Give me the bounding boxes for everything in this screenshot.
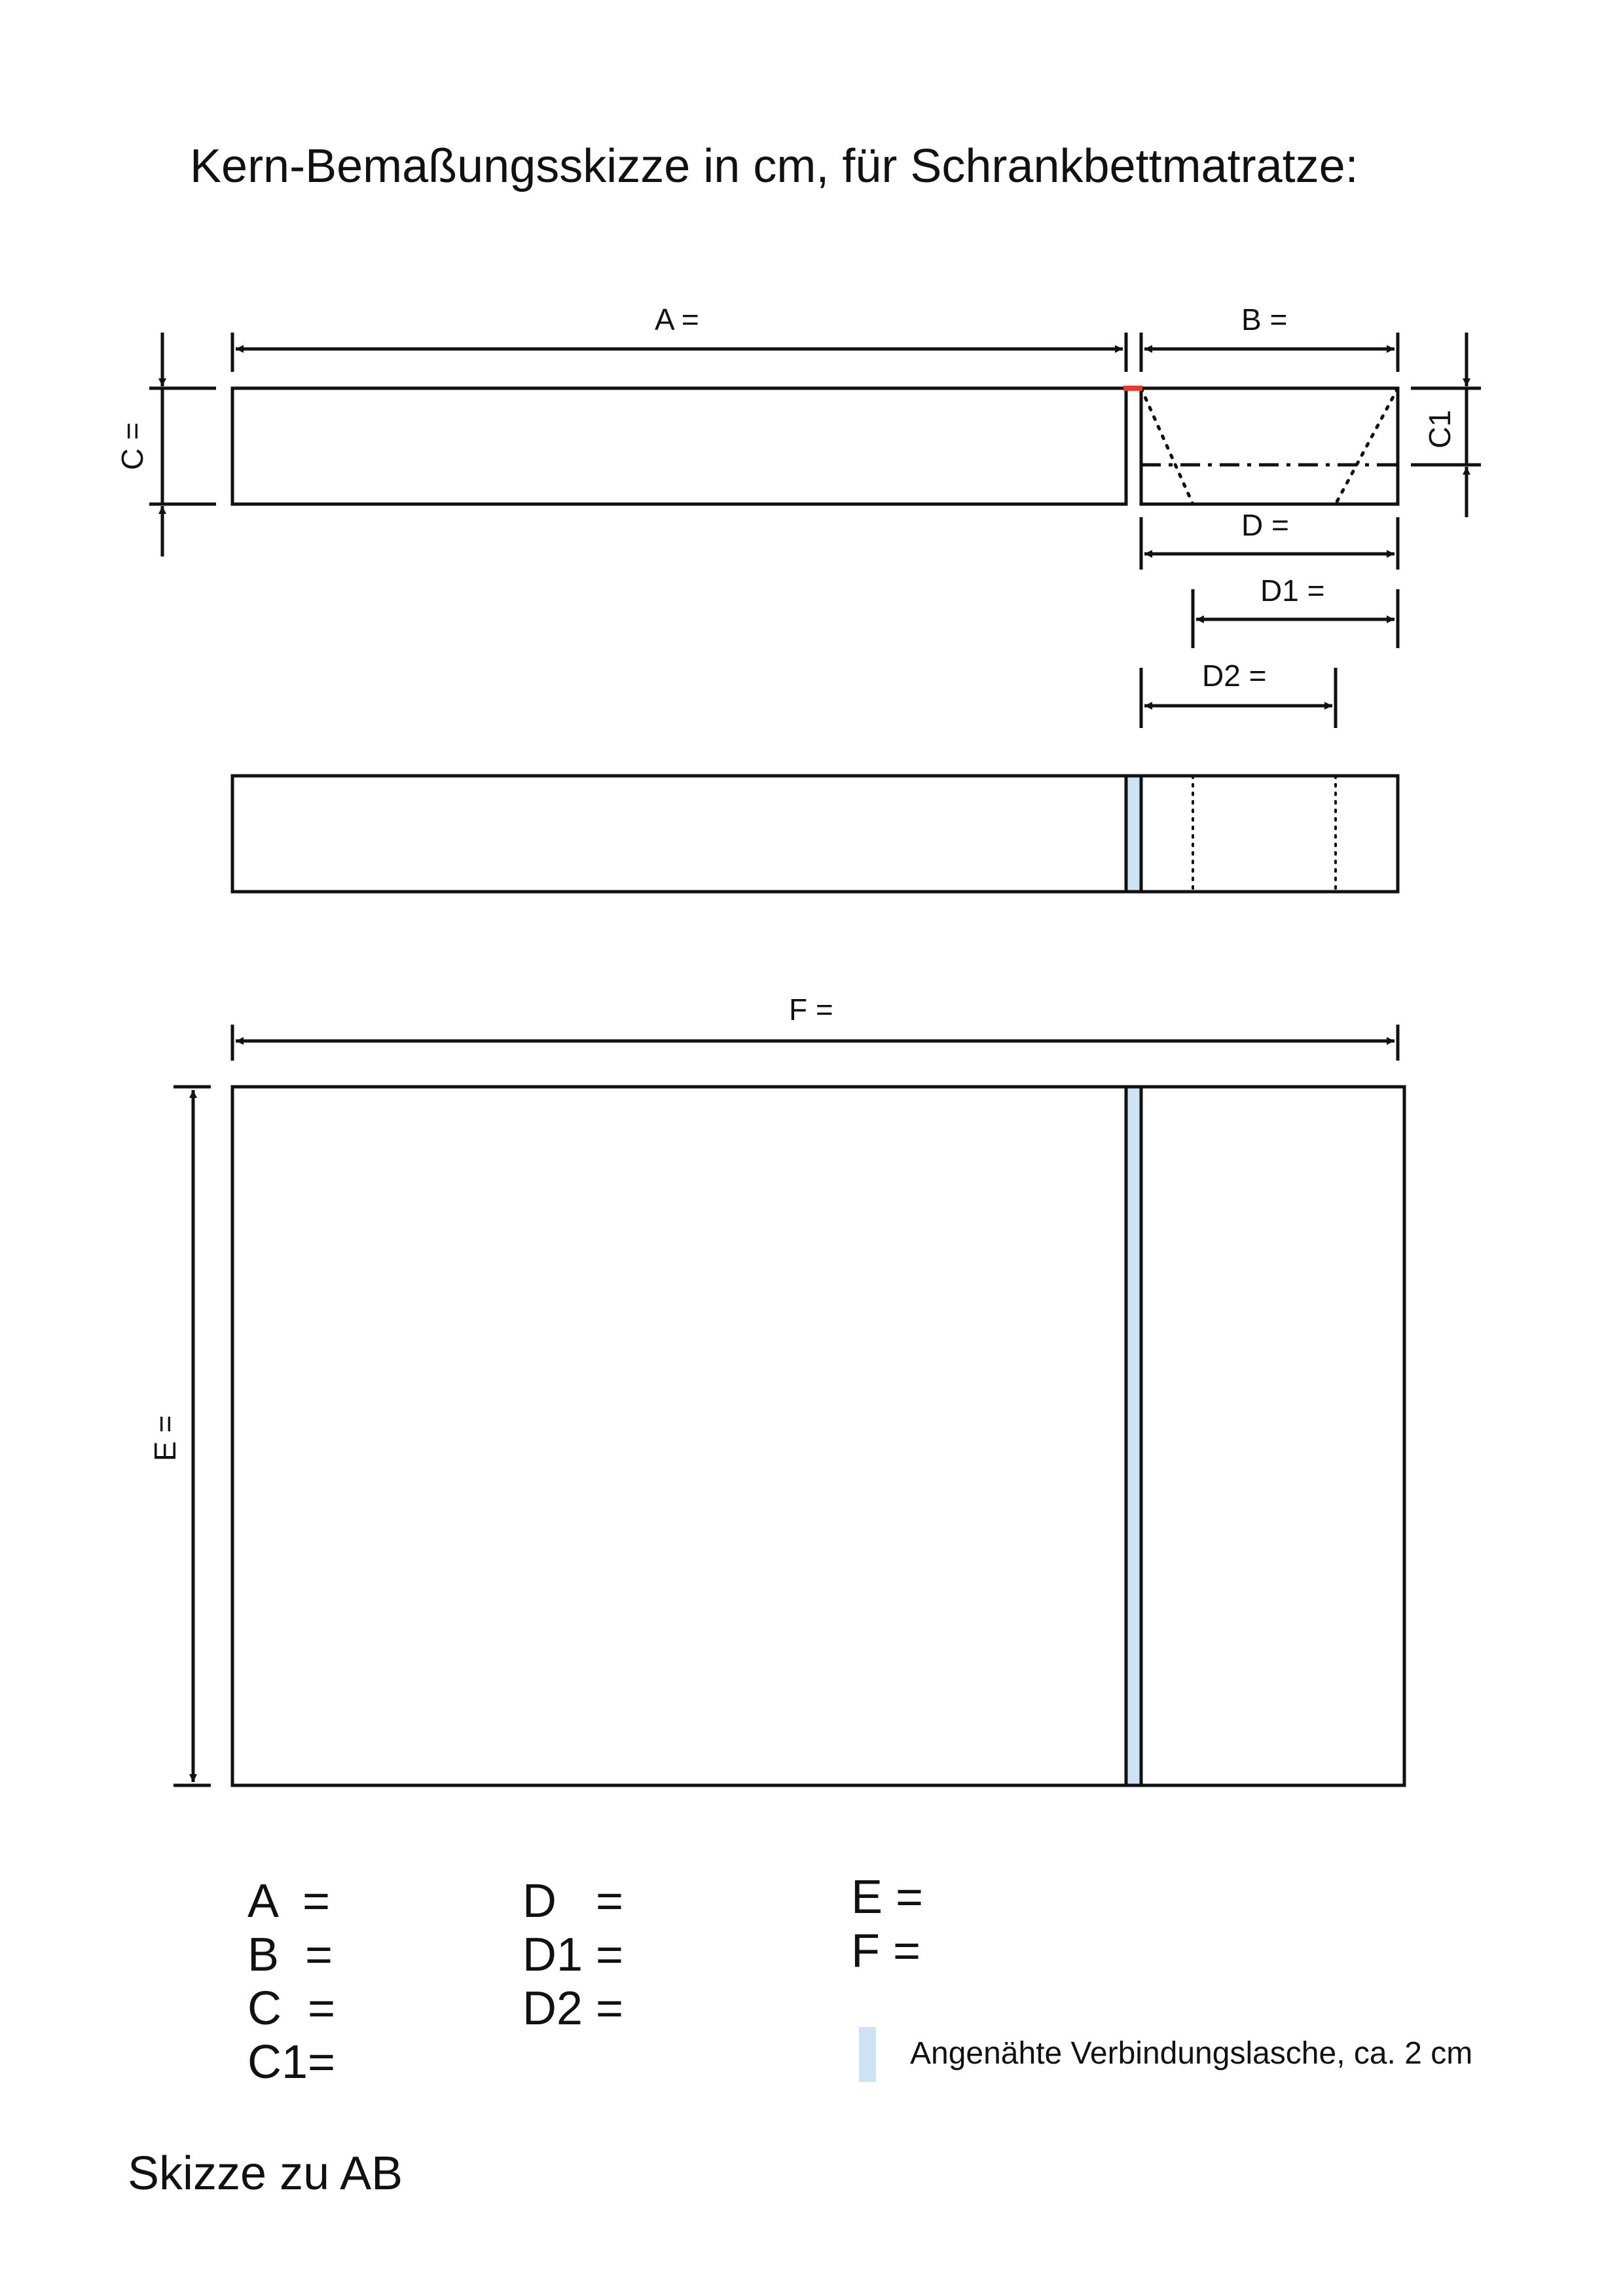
- footer-caption: Skizze zu AB: [128, 2147, 403, 2200]
- flap-legend-note: Angenähte Verbindungslasche, ca. 2 cm: [910, 2036, 1473, 2071]
- dim-c1-label: C1: [1423, 410, 1457, 448]
- dim-d1-label: D1 =: [1260, 574, 1325, 608]
- dim-c-label: C =: [115, 422, 149, 470]
- fold-block-profile: [1141, 388, 1398, 504]
- dim-a: [232, 333, 1126, 372]
- dim-d-label: D =: [1241, 508, 1289, 542]
- dim-b-label: B =: [1241, 302, 1288, 337]
- dim-d2-label: D2 =: [1202, 659, 1267, 693]
- legend-col-1: [247, 1875, 335, 2088]
- dim-c: [149, 333, 216, 556]
- legend-c1: C1=: [247, 2036, 336, 2088]
- legend-e: E =: [851, 1871, 924, 1923]
- top-profile: [232, 388, 1398, 504]
- legend-f: F =: [851, 1925, 921, 1977]
- dim-f-label: F =: [789, 993, 833, 1027]
- fold-line-left: [1141, 388, 1193, 504]
- dim-a-label: A =: [655, 302, 699, 337]
- dim-e-label: E =: [148, 1415, 182, 1461]
- dim-f: [232, 1025, 1398, 1061]
- fold-line-right: [1336, 388, 1398, 504]
- legend-b: B =: [247, 1929, 333, 1981]
- legend-d1: D1 =: [522, 1929, 624, 1981]
- legend-col-3: [851, 1871, 923, 1977]
- middle-view: [232, 776, 1398, 892]
- dim-b: [1141, 333, 1398, 372]
- main-block-profile: [232, 388, 1126, 504]
- plan-view: [232, 1087, 1404, 1785]
- middle-flap: [1126, 776, 1141, 892]
- flap-legend-swatch: [859, 2027, 876, 2082]
- legend-c: C =: [247, 1982, 336, 2035]
- legend-d: D =: [522, 1875, 624, 1927]
- legend-d2: D2 =: [522, 1982, 624, 2035]
- page-title: Kern-Bemaßungsskizze in cm, für Schrankbettmatratze:: [190, 140, 1359, 192]
- legend-a: A =: [247, 1875, 331, 1927]
- legend-col-2: [522, 1875, 623, 2035]
- middle-outline: [232, 776, 1398, 892]
- plan-outline: [232, 1087, 1404, 1785]
- plan-flap: [1126, 1087, 1141, 1785]
